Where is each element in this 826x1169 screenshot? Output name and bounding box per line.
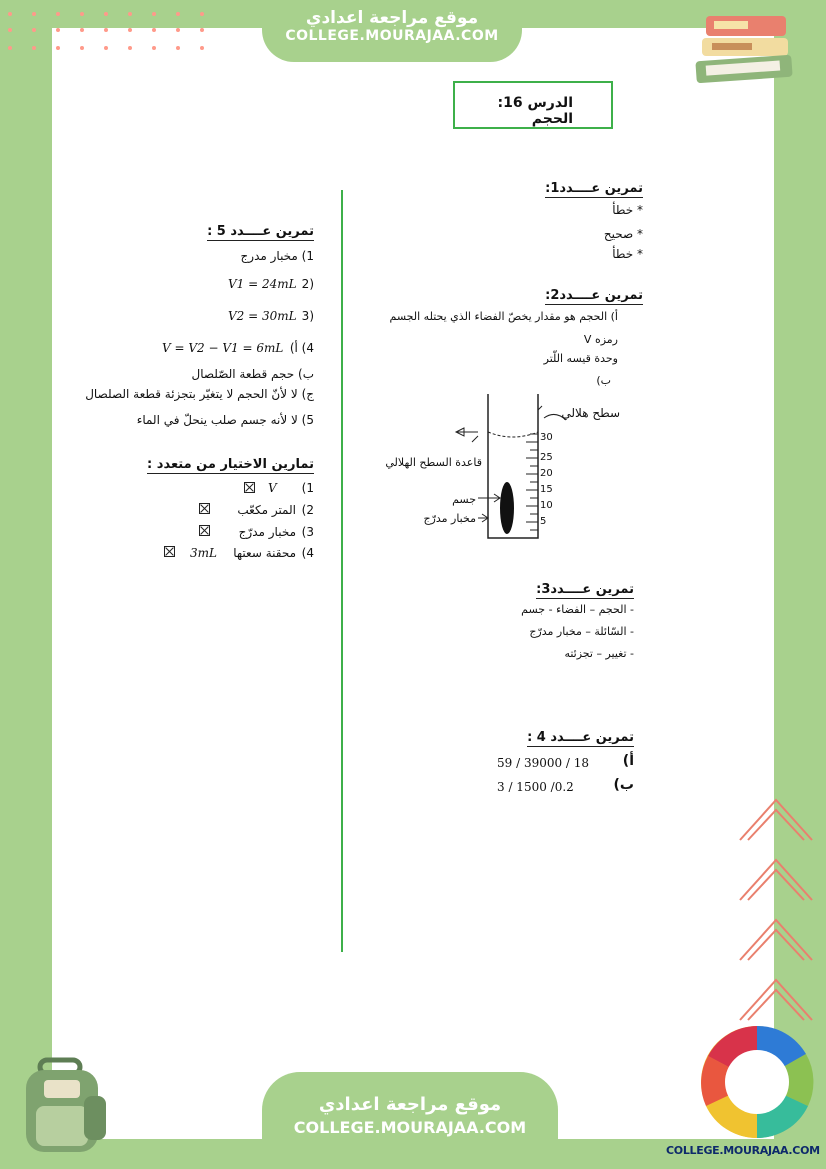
- scale-label: 5: [540, 516, 547, 527]
- mcq-num: 4): [301, 546, 314, 560]
- ex1-heading: تمرين عــــدد1:: [545, 181, 643, 196]
- ex5-eq2: V1 = 24mL: [228, 277, 297, 291]
- label-meniscus-base: قاعدة السطح الهلالي: [385, 456, 482, 469]
- mcq-answer: المتر مكعّب: [237, 503, 296, 517]
- lesson-title: الدرس 16: الحجم: [497, 95, 573, 127]
- mcq-num: 2): [301, 503, 314, 517]
- mcq-answer: V: [268, 481, 277, 495]
- ex4-heading: تمرين عــــدد 4 :: [527, 730, 634, 745]
- ex4-b-label: ب): [613, 777, 634, 793]
- ex5-item: ب) حجم قطعة الصّلصال: [191, 367, 314, 381]
- ex5-item: (2: [301, 277, 314, 291]
- ex5-item: (3: [301, 309, 314, 323]
- site-banner-bottom[interactable]: [262, 1072, 558, 1169]
- mcq-heading: تمارين الاختيار من متعدد :: [147, 457, 314, 472]
- ex1-item: * خطأ: [612, 203, 643, 217]
- label-body: جسم: [452, 493, 476, 506]
- ex1-item: * صحيح: [603, 227, 643, 241]
- ex4-b-values: 3 / 1500 /0.2: [497, 780, 574, 794]
- ex5-item: 4) أ): [289, 341, 314, 355]
- site-url[interactable]: COLLEGE.MOURAJAA.COM: [285, 28, 499, 44]
- ex3-heading: تمرين عــــدد3:: [536, 582, 634, 597]
- ex5-eq3: V2 = 30mL: [228, 309, 297, 323]
- chevron-up-icon: [734, 790, 818, 1040]
- scale-label: 20: [540, 468, 553, 479]
- site-name: موقع مراجعة اعدادي: [318, 1094, 502, 1115]
- ex2-line: وحدة قيسه اللّتر: [543, 352, 618, 365]
- logo-url: COLLEGE.MOURAJAA.COM: [666, 1144, 820, 1157]
- ex3-item: - تغيير – تجزئته: [564, 647, 634, 660]
- column-divider: [341, 190, 343, 952]
- site-name: موقع مراجعة اعدادي: [305, 8, 479, 28]
- mcq-answer-value: 3mL: [190, 546, 217, 560]
- checkbox-icon: [199, 525, 210, 536]
- ex1-item: * خطأ: [612, 247, 643, 261]
- ex2-line: ب): [596, 374, 611, 387]
- ex5-eq4: V = V2 − V1 = 6mL: [162, 341, 284, 355]
- mcq-answer: مخبار مدرّج: [238, 525, 296, 539]
- backpack-icon: [14, 1056, 114, 1156]
- ex5-item: 1) مخبار مدرج: [240, 249, 314, 263]
- ex4-a-values: 59 / 39000 / 18: [497, 756, 590, 770]
- ex5-heading: تمرين عــــدد 5 :: [207, 224, 314, 239]
- site-logo-icon: [696, 1022, 818, 1142]
- frame-left: [0, 0, 52, 1169]
- mcq-num: 3): [301, 525, 314, 539]
- site-url[interactable]: COLLEGE.MOURAJAA.COM: [293, 1118, 527, 1137]
- lesson-title-box: [453, 81, 613, 129]
- ex2-line: رمزه V: [583, 333, 618, 346]
- ex4-a-label: أ): [622, 753, 634, 769]
- mcq-num: 1): [301, 481, 314, 495]
- ex5-item: 5) لا لأنه جسم صلب ينحلّ في الماء: [136, 413, 314, 427]
- ex2-line: أ) الحجم هو مقدار يخصّ الفضاء الذي يحتله الجسم: [389, 310, 618, 323]
- scale-label: 30: [540, 432, 553, 443]
- scale-label: 25: [540, 452, 553, 463]
- ex2-heading: تمرين عــــدد2:: [545, 288, 643, 303]
- label-meniscus: سطح هلالي: [561, 406, 620, 420]
- checkbox-icon: [244, 482, 255, 493]
- label-cylinder: مخبار مدرّج: [423, 512, 476, 525]
- site-banner-top[interactable]: [262, 0, 522, 62]
- scale-label: 15: [540, 484, 553, 495]
- dots-decoration: [6, 10, 206, 60]
- checkbox-icon: [164, 546, 175, 557]
- scale-label: 10: [540, 500, 553, 511]
- books-icon: [692, 12, 802, 94]
- ex3-item: - الحجم – الفضاء - جسم: [521, 603, 634, 616]
- ex5-item: ج) لا لأنّ الحجم لا يتغيّر بتجزئة قطعة الصلصال: [85, 387, 314, 401]
- ex3-item: - السّائلة – مخبار مدرّج: [529, 625, 634, 638]
- checkbox-icon: [199, 503, 210, 514]
- mcq-answer: محقنة سعتها: [233, 546, 296, 560]
